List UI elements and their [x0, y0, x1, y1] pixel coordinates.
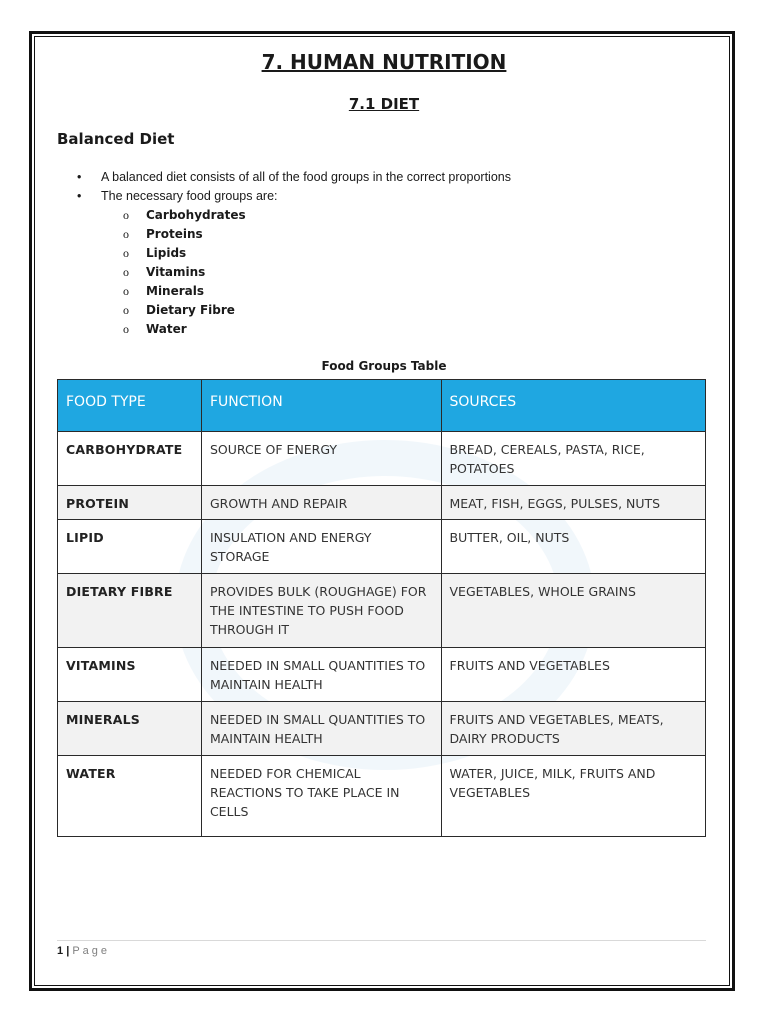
food-group-label: Carbohydrates	[146, 208, 246, 222]
food-type-cell: DIETARY FIBRE	[58, 574, 202, 648]
sources-cell: FRUITS AND VEGETABLES, MEATS, DAIRY PRODUCTS	[441, 702, 706, 756]
table-row	[58, 432, 706, 486]
food-type-cell: PROTEIN	[58, 486, 202, 520]
sub-bullet-icon: o	[123, 265, 129, 279]
table-row	[58, 702, 706, 756]
bullet-item	[57, 187, 511, 206]
page-number: 1	[57, 945, 64, 957]
food-group-label: Vitamins	[146, 265, 206, 279]
bullet-text: The necessary food groups are:	[101, 189, 278, 203]
sources-cell: WATER, JUICE, MILK, FRUITS AND VEGETABLES	[441, 756, 706, 837]
food-group-item	[57, 244, 511, 263]
food-type-cell: LIPID	[58, 520, 202, 574]
table-row	[58, 756, 706, 837]
footer-separator: |	[66, 945, 70, 957]
food-type-cell: WATER	[58, 756, 202, 837]
table-row	[58, 648, 706, 702]
bullet-icon: •	[77, 170, 82, 184]
sources-cell: VEGETABLES, WHOLE GRAINS	[441, 574, 706, 648]
food-group-label: Proteins	[146, 227, 203, 241]
food-group-item	[57, 263, 511, 282]
sub-bullet-icon: o	[123, 322, 129, 336]
sources-cell: BUTTER, OIL, NUTS	[441, 520, 706, 574]
food-group-item	[57, 320, 511, 339]
table-caption: Food Groups Table	[321, 359, 447, 373]
page-footer	[57, 945, 110, 957]
page-subtitle: 7.1 DIET	[348, 95, 420, 113]
bullet-icon: •	[77, 189, 82, 203]
sources-cell: FRUITS AND VEGETABLES	[441, 648, 706, 702]
sub-bullet-icon: o	[123, 284, 129, 298]
table-row	[58, 520, 706, 574]
food-group-label: Water	[146, 322, 187, 336]
food-group-label: Dietary Fibre	[146, 303, 235, 317]
table-row	[58, 486, 706, 520]
table-row	[58, 574, 706, 648]
footer-divider	[57, 940, 706, 941]
food-group-label: Lipids	[146, 246, 187, 260]
food-group-item	[57, 282, 511, 301]
function-cell: GROWTH AND REPAIR	[201, 486, 441, 520]
column-header-function: FUNCTION	[201, 380, 441, 432]
function-cell: PROVIDES BULK (ROUGHAGE) FOR THE INTESTINE TO PUSH FOOD THROUGH IT	[201, 574, 441, 648]
food-type-cell: CARBOHYDRATE	[58, 432, 202, 486]
sub-bullet-icon: o	[123, 303, 129, 317]
sub-bullet-icon: o	[123, 208, 129, 222]
food-group-label: Minerals	[146, 284, 205, 298]
bullet-text: A balanced diet consists of all of the food groups in the correct proportions	[101, 170, 511, 184]
sub-bullet-icon: o	[123, 246, 129, 260]
page-label: Page	[72, 945, 111, 957]
food-type-cell: MINERALS	[58, 702, 202, 756]
food-type-cell: VITAMINS	[58, 648, 202, 702]
sub-bullet-icon: o	[123, 227, 129, 241]
function-cell: NEEDED IN SMALL QUANTITIES TO MAINTAIN HEALTH	[201, 648, 441, 702]
sources-cell: MEAT, FISH, EGGS, PULSES, NUTS	[441, 486, 706, 520]
function-cell: NEEDED FOR CHEMICAL REACTIONS TO TAKE PLACE IN CELLS	[201, 756, 441, 837]
function-cell: NEEDED IN SMALL QUANTITIES TO MAINTAIN HEALTH	[201, 702, 441, 756]
bullet-list	[57, 168, 511, 339]
food-groups-table	[57, 379, 706, 837]
function-cell: INSULATION AND ENERGY STORAGE	[201, 520, 441, 574]
sources-cell: BREAD, CEREALS, PASTA, RICE, POTATOES	[441, 432, 706, 486]
column-header-sources: SOURCES	[441, 380, 706, 432]
function-cell: SOURCE OF ENERGY	[201, 432, 441, 486]
section-heading: Balanced Diet	[57, 130, 175, 148]
table-header-row	[58, 380, 706, 432]
food-group-item	[57, 206, 511, 225]
bullet-item	[57, 168, 511, 187]
page-title: 7. HUMAN NUTRITION	[261, 50, 507, 74]
column-header-food-type: FOOD TYPE	[58, 380, 202, 432]
food-group-item	[57, 301, 511, 320]
food-group-item	[57, 225, 511, 244]
